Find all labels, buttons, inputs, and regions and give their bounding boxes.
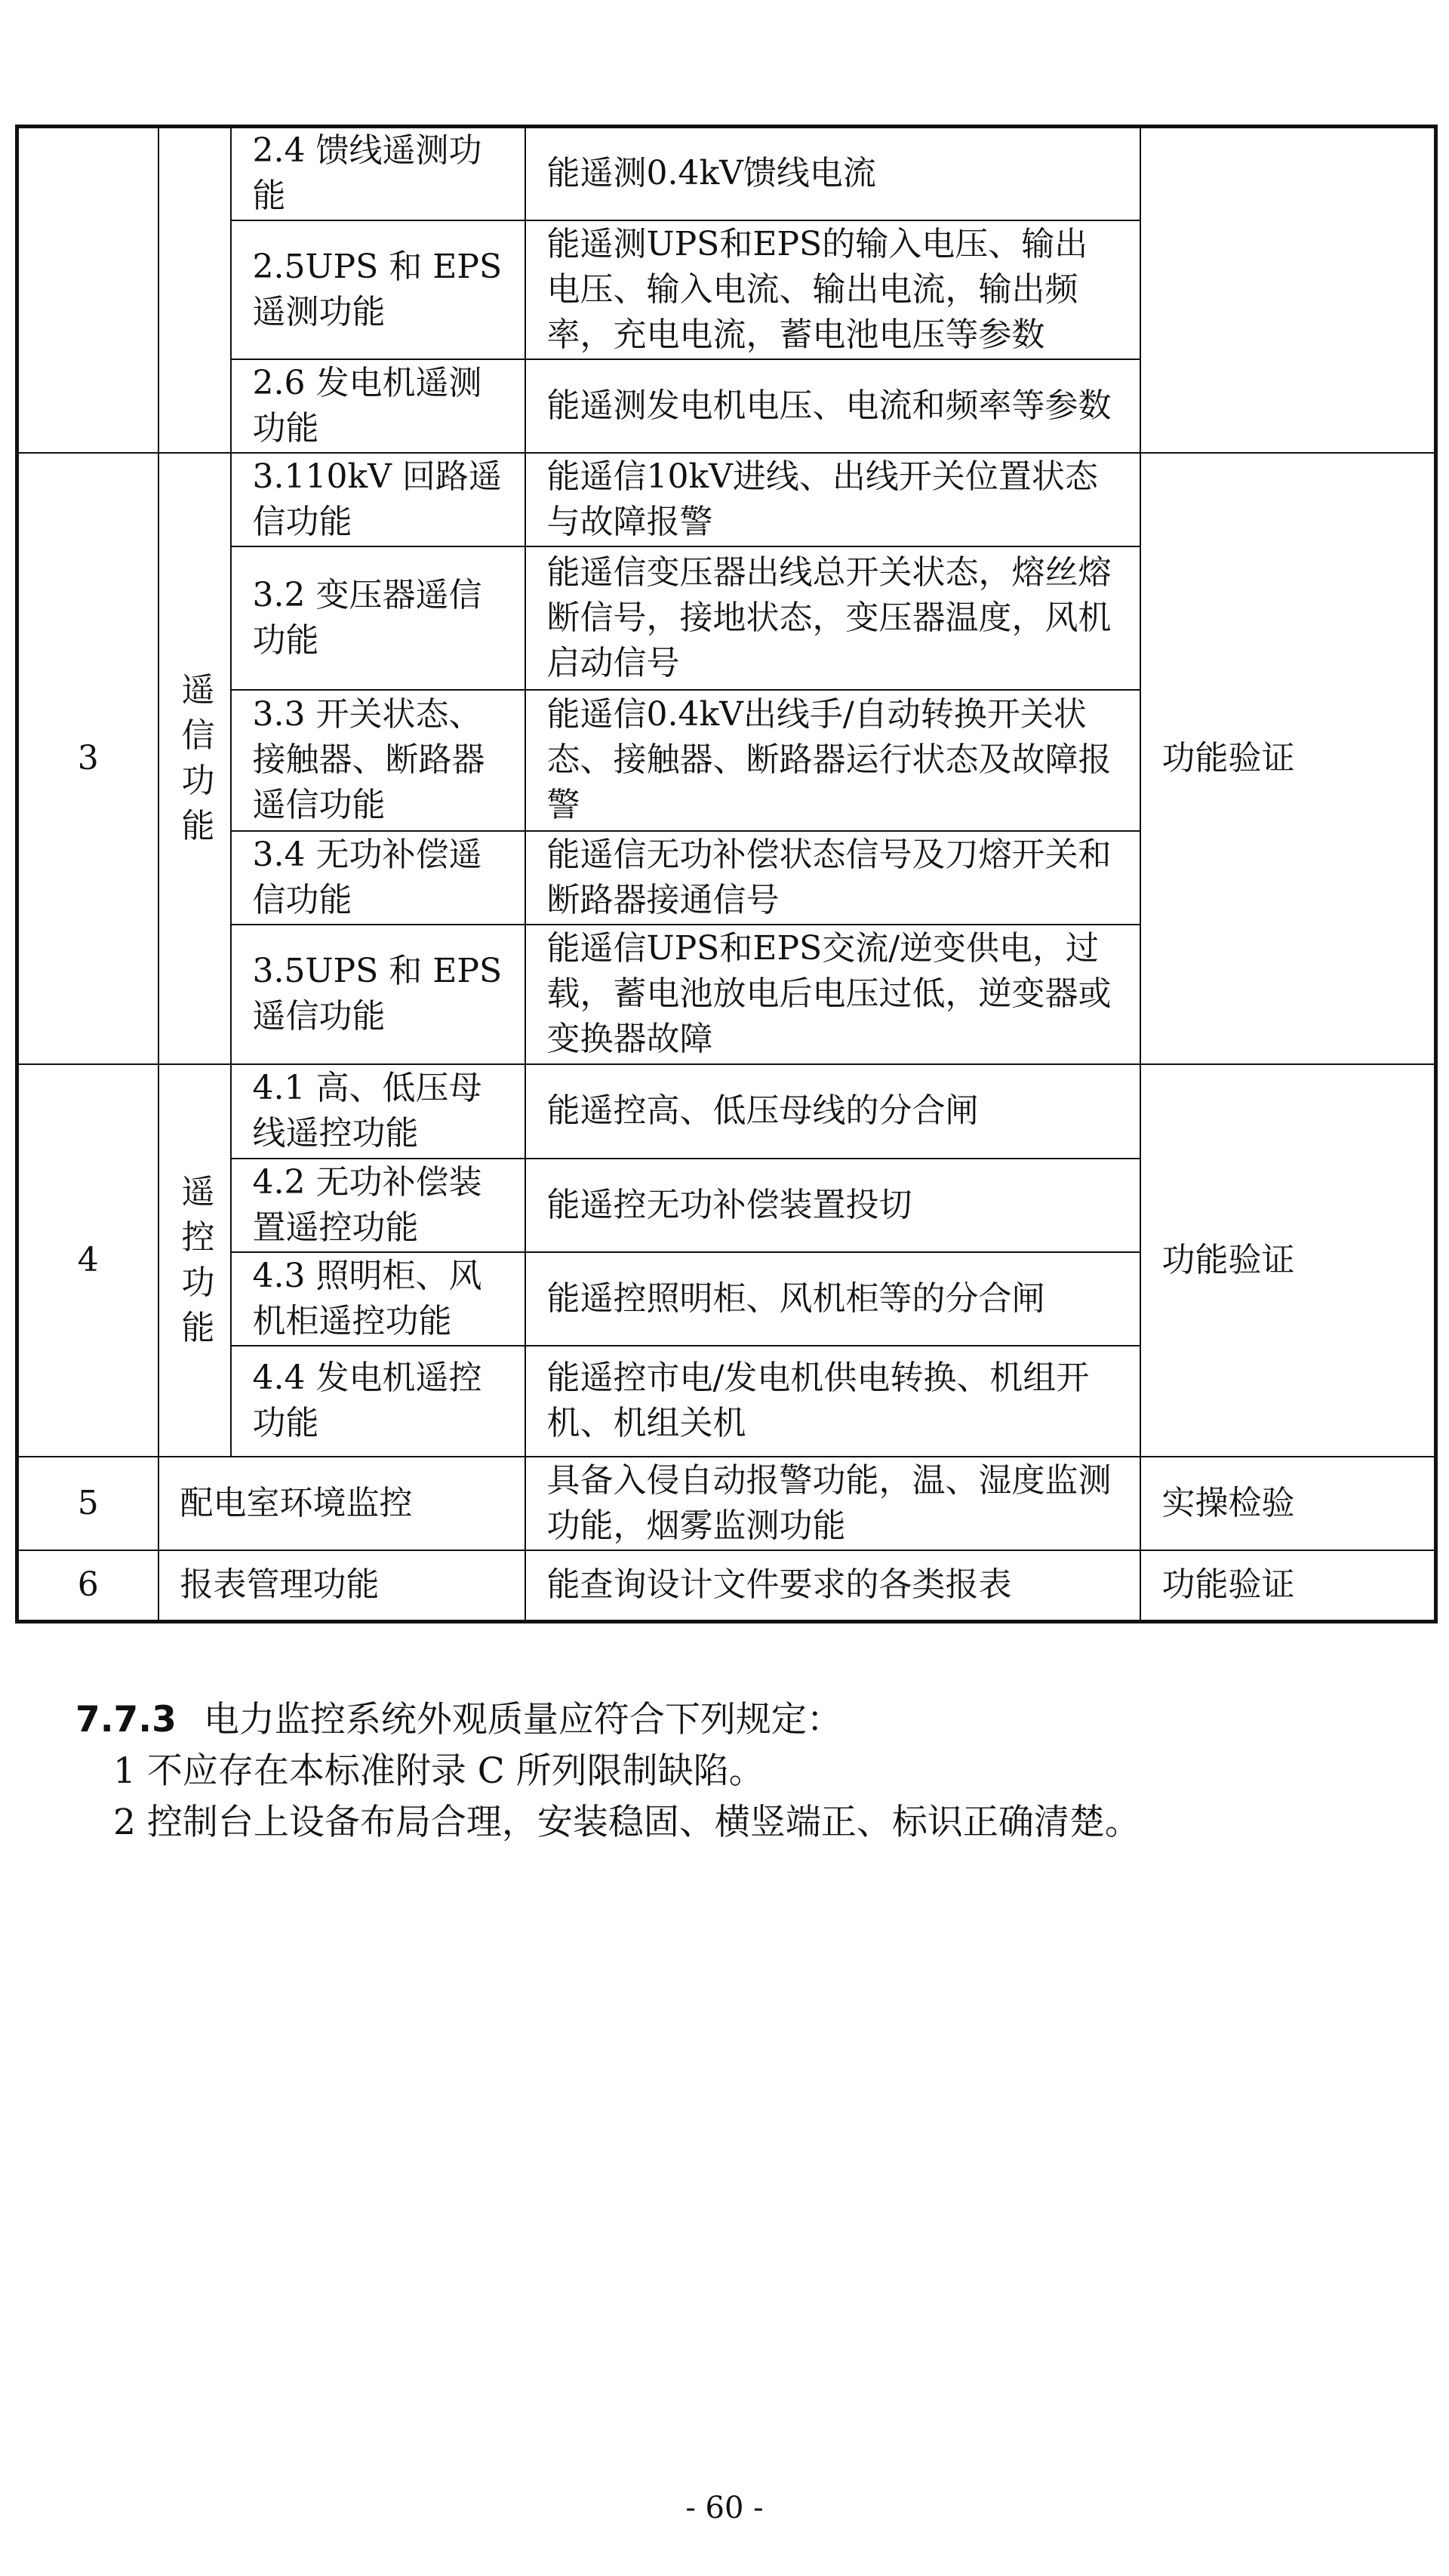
item-number-cell: 4 bbox=[17, 1064, 158, 1457]
method-cell bbox=[1140, 127, 1436, 453]
requirement-cell: 能遥控无功补偿装置投切 bbox=[525, 1159, 1140, 1252]
requirement-cell: 能遥控市电/发电机供电转换、机组开机、机组关机 bbox=[525, 1346, 1140, 1457]
clause-item-2: 2 控制台上设备布局合理，安装稳固、横竖端正、标识正确清楚。 bbox=[113, 1802, 1140, 1843]
item-number-cell bbox=[17, 127, 158, 453]
category-label: 遥信功能 bbox=[181, 670, 215, 845]
method-cell: 功能验证 bbox=[1140, 1064, 1436, 1457]
requirement-cell: 能查询设计文件要求的各类报表 bbox=[525, 1550, 1140, 1622]
requirement-cell: 能遥测0.4kV馈线电流 bbox=[525, 127, 1140, 220]
item-number-cell: 6 bbox=[17, 1550, 158, 1622]
item-number-cell: 3 bbox=[17, 453, 158, 1064]
sub-item-cell: 3.4 无功补偿遥信功能 bbox=[231, 831, 525, 925]
sub-item-cell: 2.5UPS 和 EPS 遥测功能 bbox=[231, 220, 525, 359]
category-label: 遥控功能 bbox=[181, 1172, 215, 1347]
sub-item-cell: 2.6 发电机遥测功能 bbox=[231, 359, 525, 453]
table-row bbox=[17, 127, 1436, 220]
sub-item-cell: 3.110kV 回路遥信功能 bbox=[231, 453, 525, 546]
requirement-cell: 能遥测UPS和EPS的输入电压、输出电压、输入电流、输出电流，输出频率，充电电流，蓄电池电压等参数 bbox=[525, 220, 1140, 359]
requirement-cell: 能遥控照明柜、风机柜等的分合闸 bbox=[525, 1252, 1140, 1346]
clause-title: 电力监控系统外观质量应符合下列规定： bbox=[203, 1699, 842, 1740]
sub-item-cell: 4.1 高、低压母线遥控功能 bbox=[231, 1064, 525, 1159]
requirement-cell: 能遥控高、低压母线的分合闸 bbox=[525, 1064, 1140, 1159]
category-cell bbox=[158, 1064, 231, 1457]
clause-item-1: 1 不应存在本标准附录 C 所列限制缺陷。 bbox=[113, 1750, 764, 1792]
table-row bbox=[17, 453, 1436, 546]
item-name-cell: 报表管理功能 bbox=[158, 1550, 525, 1622]
requirement-cell: 能遥信无功补偿状态信号及刀熔开关和断路器接通信号 bbox=[525, 831, 1140, 925]
item-number-cell: 5 bbox=[17, 1457, 158, 1550]
table-row bbox=[17, 1064, 1436, 1159]
method-cell: 实操检验 bbox=[1140, 1457, 1436, 1550]
requirement-cell: 能遥信变压器出线总开关状态，熔丝熔断信号，接地状态，变压器温度，风机启动信号 bbox=[525, 546, 1140, 690]
clause-7-7-3 bbox=[75, 1694, 1404, 1848]
category-cell bbox=[158, 453, 231, 1064]
sub-item-cell: 2.4 馈线遥测功能 bbox=[231, 127, 525, 220]
requirement-cell: 能遥信UPS和EPS交流/逆变供电，过载，蓄电池放电后电压过低，逆变器或变换器故障 bbox=[525, 925, 1140, 1064]
table-row bbox=[17, 1550, 1436, 1622]
inspection-table bbox=[15, 125, 1438, 1623]
requirement-cell: 能遥信10kV进线、出线开关位置状态与故障报警 bbox=[525, 453, 1140, 546]
sub-item-cell: 3.3 开关状态、接触器、断路器遥信功能 bbox=[231, 690, 525, 831]
sub-item-cell: 4.2 无功补偿装置遥控功能 bbox=[231, 1159, 525, 1252]
method-cell: 功能验证 bbox=[1140, 1550, 1436, 1622]
sub-item-cell: 4.4 发电机遥控功能 bbox=[231, 1346, 525, 1457]
sub-item-cell: 4.3 照明柜、风机柜遥控功能 bbox=[231, 1252, 525, 1346]
category-cell bbox=[158, 127, 231, 453]
sub-item-cell: 3.2 变压器遥信功能 bbox=[231, 546, 525, 690]
requirement-cell: 能遥测发电机电压、电流和频率等参数 bbox=[525, 359, 1140, 453]
sub-item-cell: 3.5UPS 和 EPS 遥信功能 bbox=[231, 925, 525, 1064]
requirement-cell: 能遥信0.4kV出线手/自动转换开关状态、接触器、断路器运行状态及故障报警 bbox=[525, 690, 1140, 831]
clause-number: 7.7.3 bbox=[75, 1699, 177, 1740]
requirement-cell: 具备入侵自动报警功能，温、湿度监测功能，烟雾监测功能 bbox=[525, 1457, 1140, 1550]
table-row bbox=[17, 1457, 1436, 1550]
page-number: - 60 - bbox=[685, 2491, 764, 2525]
item-name-cell: 配电室环境监控 bbox=[158, 1457, 525, 1550]
clause-heading bbox=[75, 1694, 1404, 1746]
method-cell: 功能验证 bbox=[1140, 453, 1436, 1064]
